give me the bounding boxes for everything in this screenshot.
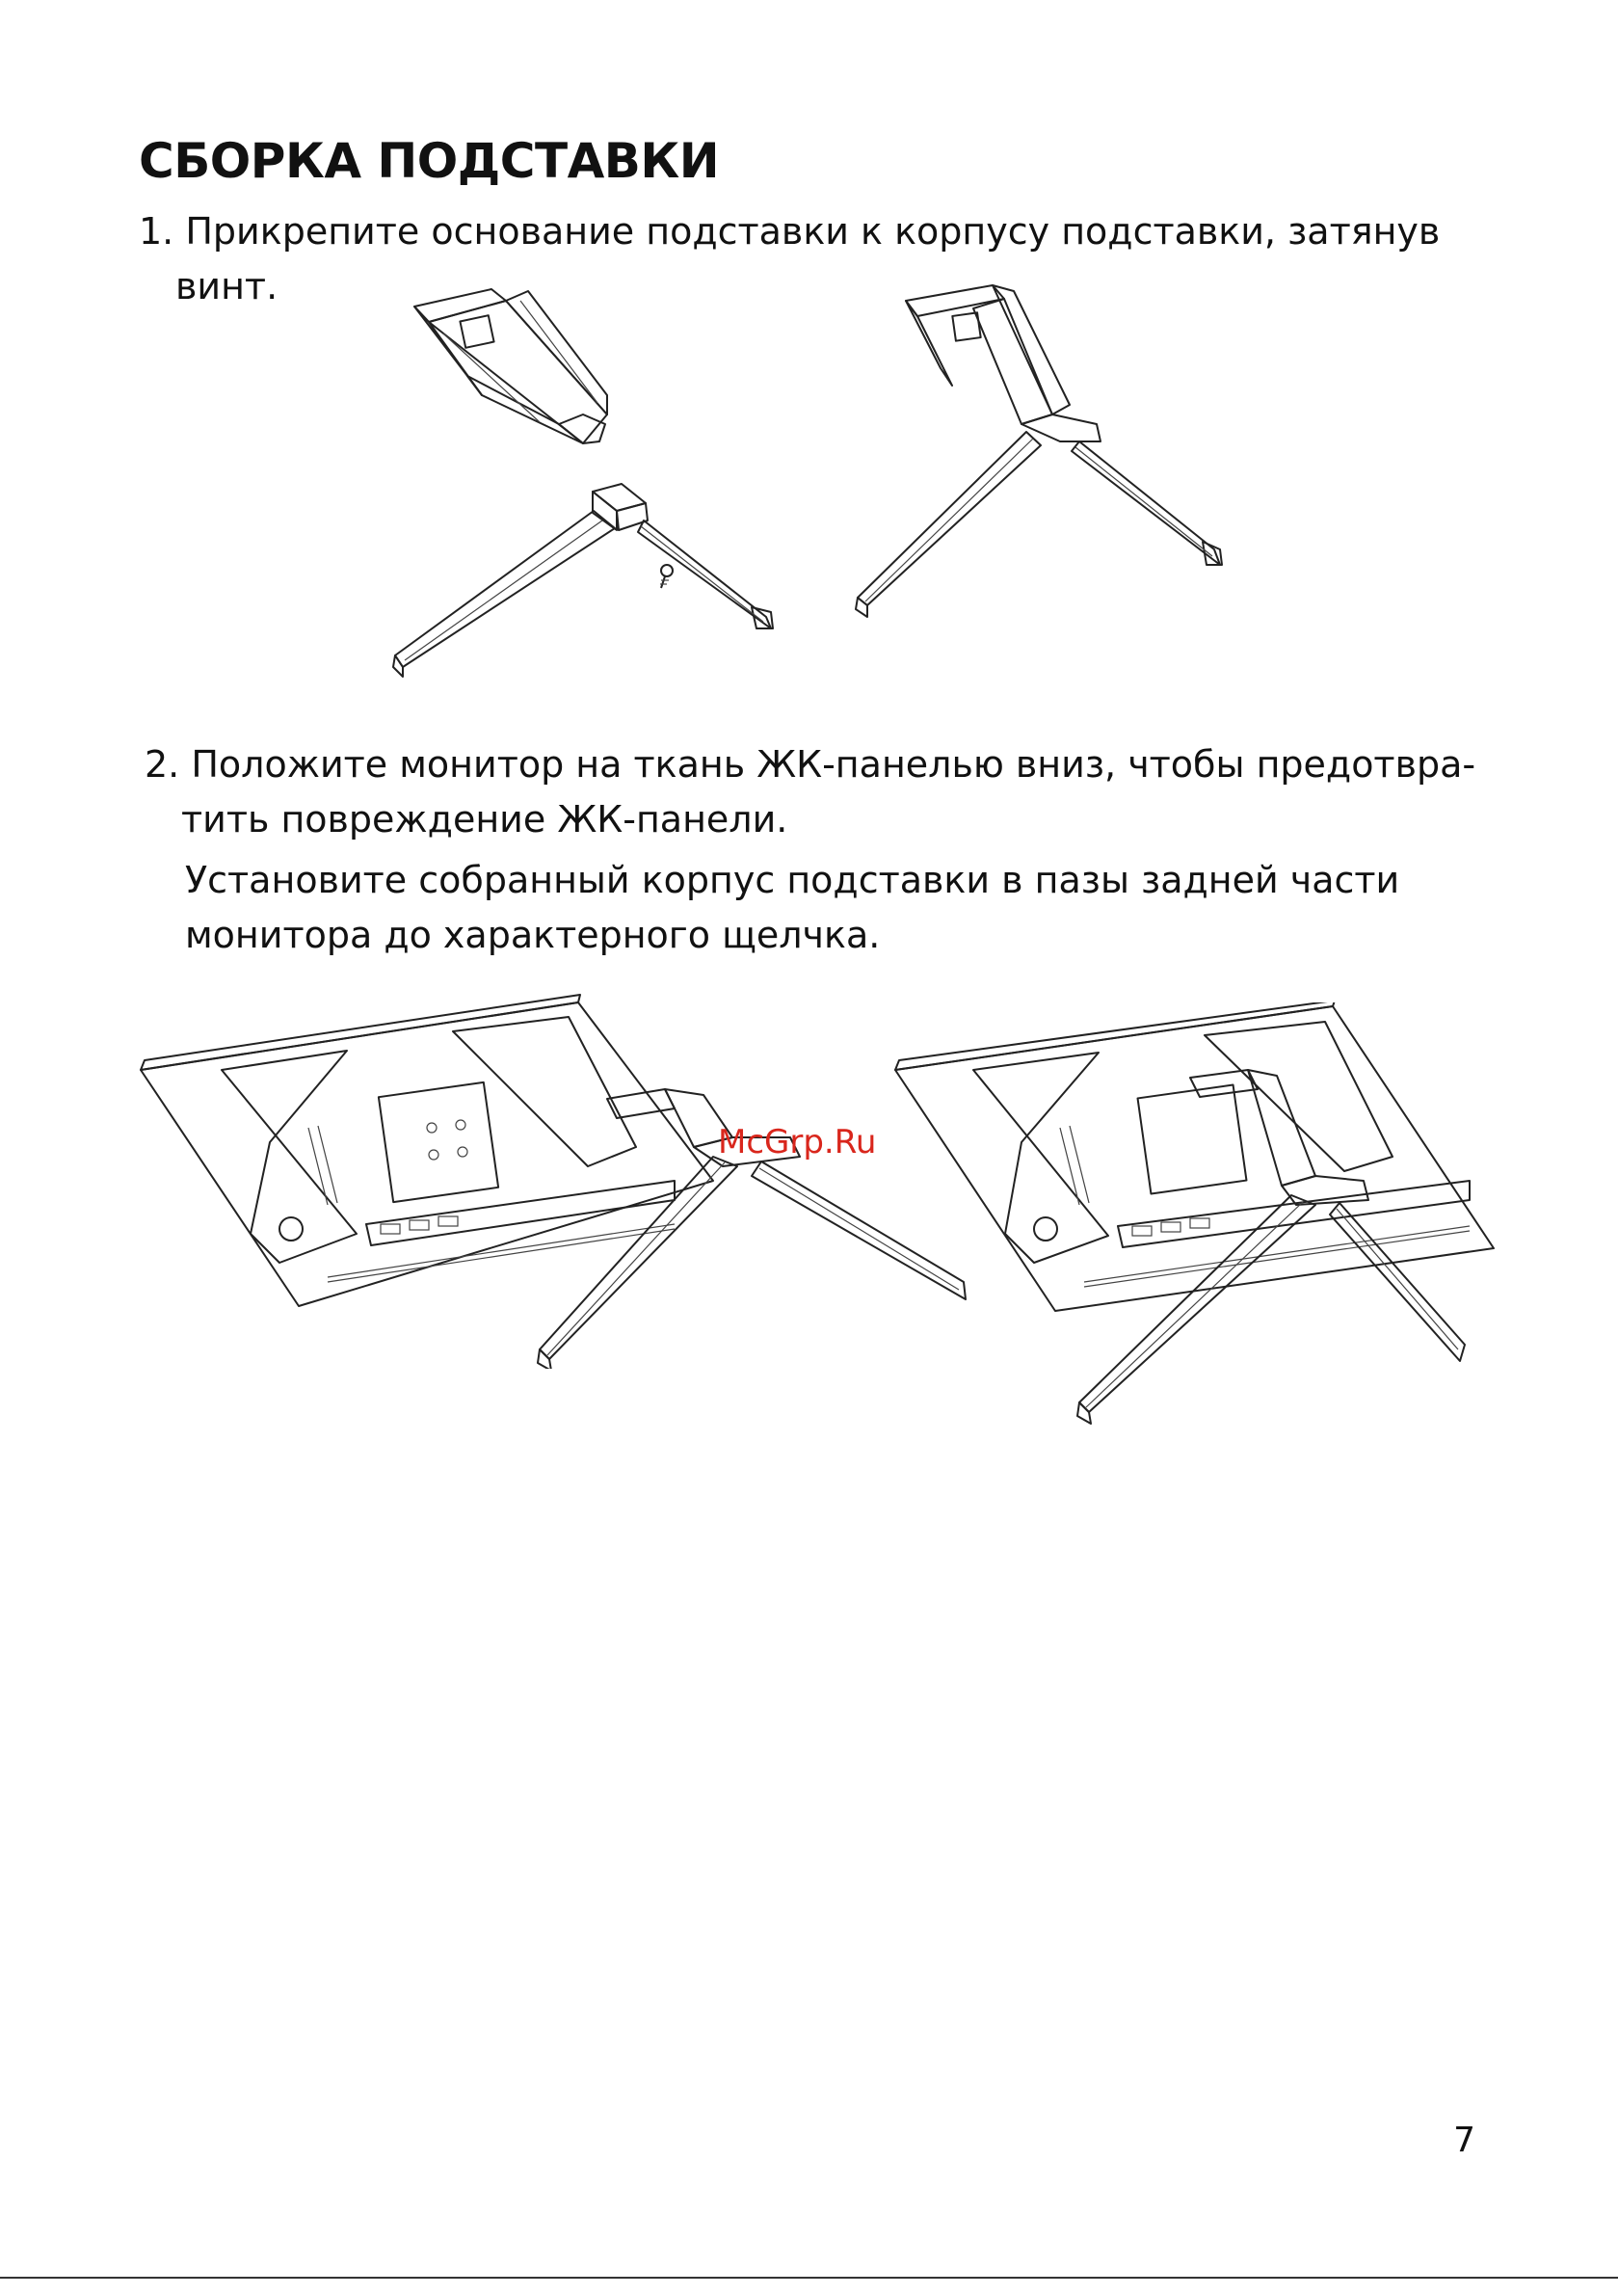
page-number: 7 [1453,2121,1475,2160]
page-title: СБОРКА ПОДСТАВКИ [139,133,720,189]
monitor-back-panel [141,995,713,1306]
monitor-back-panel-attached [895,1002,1494,1311]
monitor-stand-inserting-illustration [135,993,983,1369]
step-2-text [145,737,1494,847]
step-2-line-2: тить повреждение ЖК-панели. [181,798,788,841]
step-1-number: 1. [139,210,174,253]
monitor-stand-attached-illustration [891,1002,1566,1427]
step-1-line-1: Прикрепите основание подставки к корпусу подставки, затянув [185,210,1441,253]
watermark: McGrp.Ru [718,1123,877,1161]
step-2-para-2-line-1: Установите собранный корпус подставки в пазы задней части [185,859,1400,901]
screw-icon [660,565,673,588]
stand-assembled-illustration [848,280,1253,627]
step-1-line-2: винт. [175,265,279,307]
stand-assembled-icon [856,285,1222,617]
step-2-paragraph-2 [185,853,1438,963]
bottom-rule [0,2277,1618,2279]
step-1-text [139,204,1488,314]
stand-base-part [393,484,773,677]
step-2-number: 2. [145,743,180,786]
stand-neck-part [414,289,607,443]
stand-attached-icon [1077,1070,1465,1424]
step-2-para-2-line-2: монитора до характерного щелчка. [185,914,881,956]
stand-parts-separated-illustration [385,280,790,694]
step-2-line-1: Положите монитор на ткань ЖК-панелью вниз, чтобы предотвра- [191,743,1476,786]
